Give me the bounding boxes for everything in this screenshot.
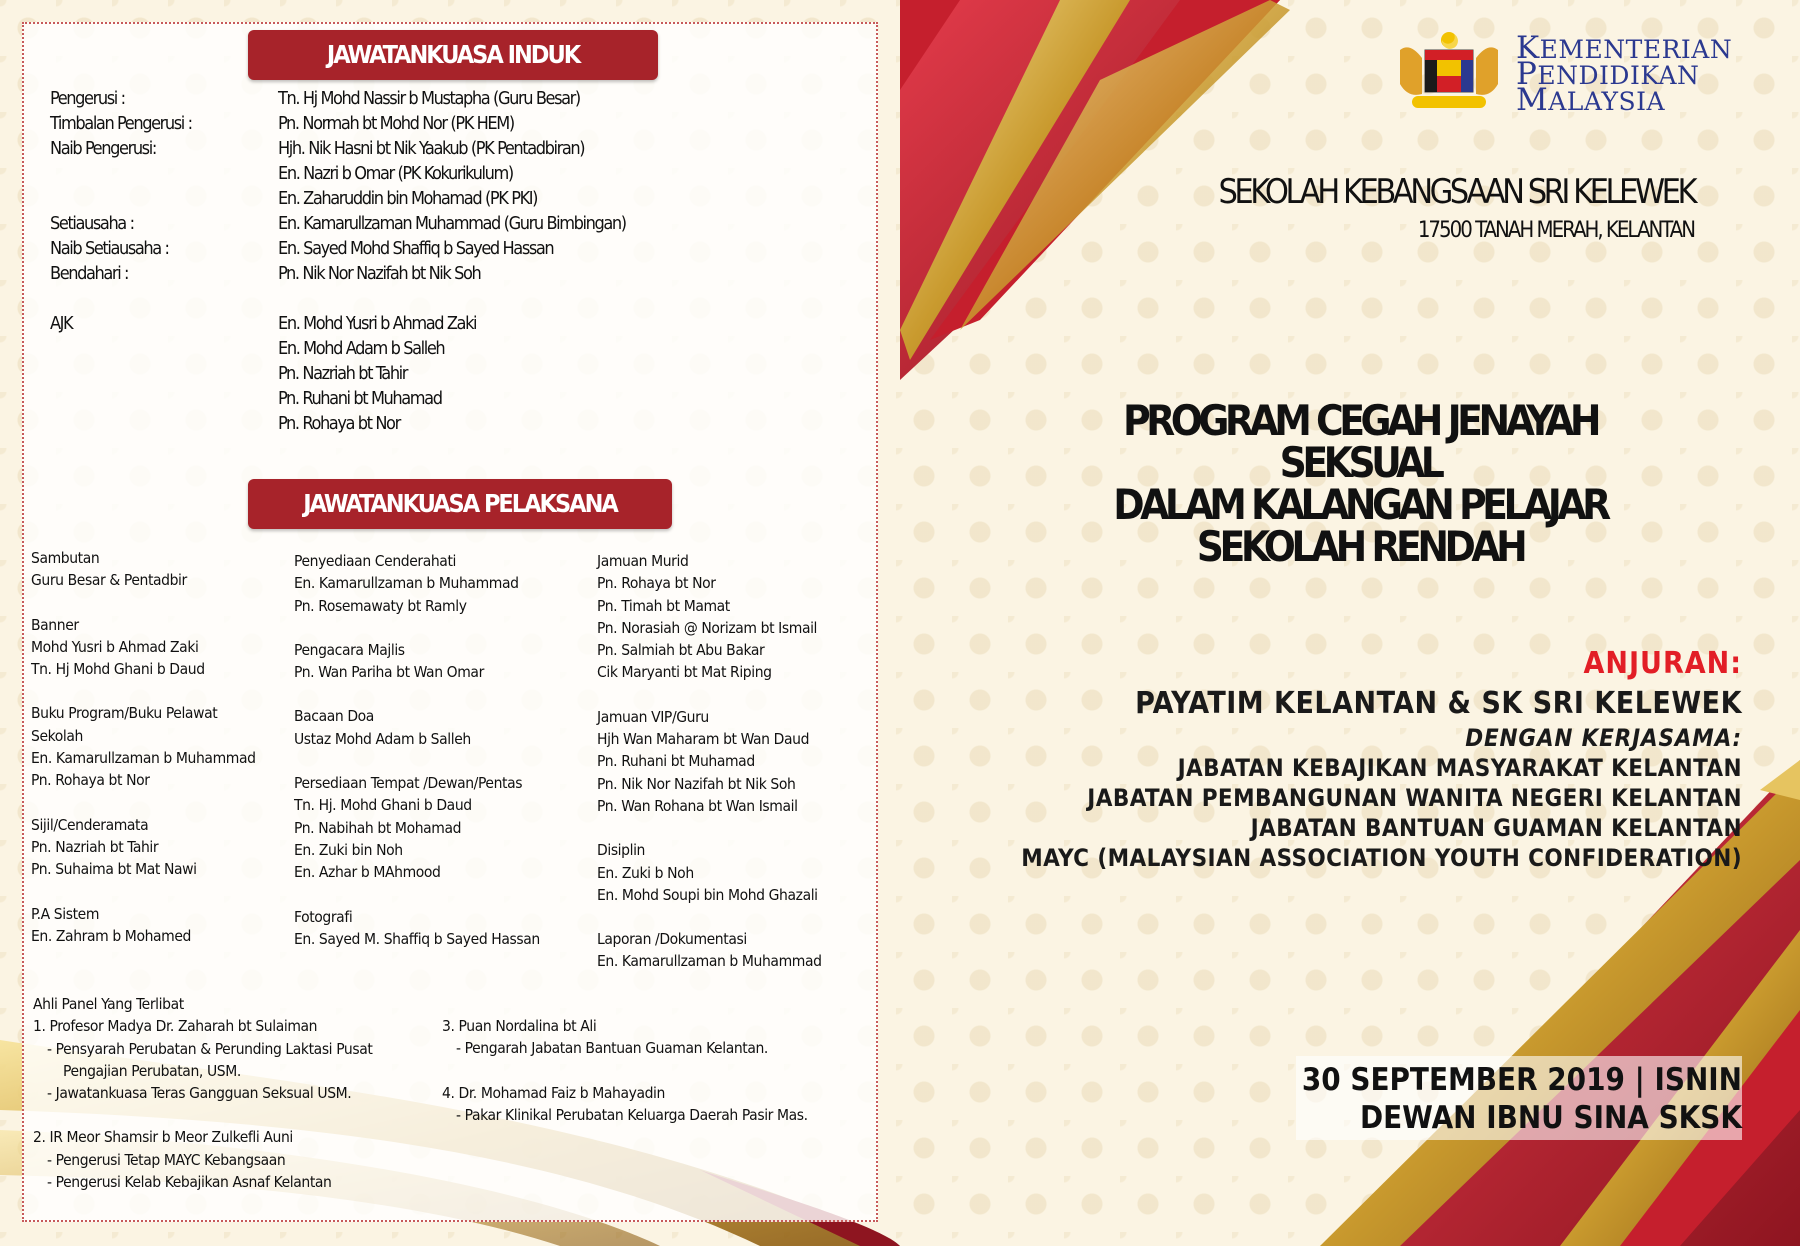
ministry-initial-m: M: [1516, 82, 1549, 118]
induk-member: En. Nazri b Omar (PK Kokurikulum): [278, 163, 513, 184]
induk-member: En. Zaharuddin bin Mohamad (PK PKI): [278, 188, 538, 209]
committee-member: Pn. Nik Nor Nazifah bt Nik Soh: [597, 774, 796, 793]
committee-group-title: Penyediaan Cenderahati: [294, 552, 456, 570]
induk-label: Setiausaha :: [50, 213, 134, 234]
committee-group: [597, 928, 822, 973]
induk-member: En. Kamarullzaman Muhammad (Guru Bimbingan): [278, 213, 626, 234]
induk-member: Pn. Ruhani bt Muhamad: [278, 388, 442, 409]
program-title-line-2: DALAM KALANGAN PELAJAR: [1113, 480, 1607, 529]
panel-member-1-role-2: - Jawatankuasa Teras Gangguan Seksual USM.: [47, 1084, 352, 1103]
panel-member-1-role-cont: Pengajian Perubatan, USM.: [63, 1061, 241, 1080]
committee-group: [597, 839, 822, 906]
committee-member: En. Kamarullzaman b Muhammad: [294, 574, 519, 593]
panel-list-left: [33, 993, 372, 1193]
committee-group-title: Fotografi: [294, 907, 353, 926]
committee-member: Pn. Rosemawaty bt Ramly: [294, 596, 467, 615]
committee-group: [597, 706, 822, 817]
committee-group: [294, 550, 540, 617]
committee-member: Pn. Nabihah bt Mohamad: [294, 818, 462, 837]
pelaksana-column-2: [294, 550, 540, 972]
committee-group-title: P.A Sistem: [31, 904, 100, 923]
program-title-line-1: PROGRAM CEGAH JENAYAH SEKSUAL: [1123, 396, 1597, 487]
induk-member: Pn. Rohaya bt Nor: [278, 413, 400, 434]
committee-member: En. Zuki bin Noh: [294, 840, 403, 859]
committee-group-title: Sambutan: [31, 549, 100, 567]
committee-group-title: Persediaan Tempat /Dewan/Pentas: [294, 774, 523, 793]
panel-member-2-role-2: - Pengerusi Kelab Kebajikan Asnaf Kelantan: [47, 1173, 332, 1192]
ministry-initial-k: K: [1516, 30, 1540, 66]
panel-member-3: 3. Puan Nordalina bt Ali: [442, 1017, 597, 1035]
committee-member: Pn. Rohaya bt Nor: [31, 771, 150, 790]
committee-member: Sekolah: [31, 726, 83, 745]
committee-member: En. Zuki b Noh: [597, 863, 694, 882]
induk-member: Tn. Hj Mohd Nassir b Mustapha (Guru Besar): [278, 88, 580, 109]
committee-member: Pn. Salmiah bt Abu Bakar: [597, 641, 765, 660]
committee-group: [31, 814, 256, 881]
panel-member-1: 1. Profesor Madya Dr. Zaharah bt Sulaiman: [33, 1017, 318, 1036]
committee-group: [31, 903, 256, 948]
committee-member: Hjh Wan Maharam bt Wan Daud: [597, 730, 810, 749]
panel-list-right: [442, 1015, 808, 1126]
committee-member: Pn. Rohaya bt Nor: [597, 574, 716, 593]
committee-member: Mohd Yusri b Ahmad Zaki: [31, 637, 199, 656]
panel-member-1-role: - Pensyarah Perubatan & Perunding Laktasi Pusat: [47, 1039, 373, 1058]
panel-member-2: 2. IR Meor Shamsir b Meor Zulkefli Auni: [33, 1128, 293, 1147]
committee-member: En. Kamarullzaman b Muhammad: [597, 952, 822, 971]
ministry-initial-p: P: [1516, 56, 1538, 92]
induk-member: Pn. Nazriah bt Tahir: [278, 363, 408, 384]
panel-member-4-role: - Pakar Klinikal Perubatan Keluarga Daerah Pasir Mas.: [456, 1105, 808, 1124]
panel-member-4: 4. Dr. Mohamad Faiz b Mahayadin: [442, 1083, 665, 1102]
induk-label: Naib Setiausaha :: [50, 238, 169, 259]
induk-member: En. Mohd Adam b Salleh: [278, 338, 445, 359]
ministry-line-2: ENDIDIKAN: [1537, 61, 1700, 90]
committee-member: Pn. Wan Rohana bt Wan Ismail: [597, 796, 798, 815]
organizer-name: PAYATIM KELANTAN & SK SRI KELEWEK: [1135, 686, 1742, 721]
induk-member: En. Sayed Mohd Shaffiq b Sayed Hassan: [278, 238, 554, 259]
committee-member: Pn. Suhaima bt Mat Nawi: [31, 860, 197, 879]
panel-member-3-role: - Pengarah Jabatan Bantuan Guaman Kelantan.: [456, 1039, 768, 1058]
committee-member: Guru Besar & Pentadbir: [31, 571, 187, 590]
committee-group-title: Pengacara Majlis: [294, 640, 405, 659]
committee-group-title: Bacaan Doa: [294, 707, 374, 726]
committee-member: Tn. Hj Mohd Ghani b Daud: [31, 660, 205, 679]
kerjasama-label: DENGAN KERJASAMA:: [1465, 724, 1742, 752]
induk-label: Naib Pengerusi:: [50, 138, 156, 159]
event-venue: DEWAN IBNU SINA SKSK: [1359, 1100, 1742, 1136]
program-title-line-3: SEKOLAH RENDAH: [1196, 522, 1524, 571]
committee-member: Ustaz Mohd Adam b Salleh: [294, 729, 471, 748]
committee-member: En. Mohd Soupi bin Mohd Ghazali: [597, 885, 818, 904]
induk-member: En. Mohd Yusri b Ahmad Zaki: [278, 313, 477, 334]
induk-label: Pengerusi :: [50, 88, 125, 109]
committee-member: En. Sayed M. Shaffiq b Sayed Hassan: [294, 929, 540, 948]
committee-member: Pn. Timah bt Mamat: [597, 596, 730, 615]
committee-member: Pn. Wan Pariha bt Wan Omar: [294, 663, 484, 682]
committee-member: Pn. Norasiah @ Norizam bt Ismail: [597, 618, 818, 637]
ministry-wordmark: [1516, 30, 1733, 118]
committee-group-title: Jamuan VIP/Guru: [597, 707, 709, 726]
committee-group-title: Laporan /Dokumentasi: [597, 930, 747, 949]
pelaksana-column-3: [597, 550, 822, 995]
agency-3: JABATAN BANTUAN GUAMAN KELANTAN: [1250, 814, 1742, 842]
committee-member: Cik Maryanti bt Mat Riping: [597, 663, 772, 682]
panel-heading: Ahli Panel Yang Terlibat: [33, 995, 184, 1013]
committee-group-title: Buku Program/Buku Pelawat: [31, 704, 218, 723]
committee-group: [31, 702, 256, 791]
agency-1: JABATAN KEBAJIKAN MASYARAKAT KELANTAN: [1177, 754, 1742, 782]
committee-group-title: Sijil/Cenderamata: [31, 815, 149, 834]
event-date: 30 SEPTEMBER 2019 | ISNIN: [1301, 1062, 1742, 1098]
committee-member: En. Azhar b MAhmood: [294, 863, 441, 882]
induk-member: Pn. Nik Nor Nazifah bt Nik Soh: [278, 263, 481, 284]
committee-group: [294, 772, 540, 883]
committee-member: Tn. Hj. Mohd Ghani b Daud: [294, 796, 472, 815]
committee-group-title: Banner: [31, 615, 79, 634]
school-address: 17500 TANAH MERAH, KELANTAN: [1417, 218, 1694, 243]
committee-group: [597, 550, 822, 684]
school-name: SEKOLAH KEBANGSAAN SRI KELEWEK: [1218, 172, 1694, 212]
agency-2: JABATAN PEMBANGUNAN WANITA NEGERI KELANTAN: [1087, 784, 1742, 812]
committee-member: En. Kamarullzaman b Muhammad: [31, 749, 256, 768]
committee-member: En. Zahram b Mohamed: [31, 926, 191, 945]
induk-member: Pn. Normah bt Mohd Nor (PK HEM): [278, 113, 514, 134]
committee-group-title: Disiplin: [597, 841, 645, 860]
committee-group: [294, 639, 540, 684]
malaysia-coat-of-arms-icon: [1390, 30, 1508, 116]
induk-label: Timbalan Pengerusi :: [50, 113, 192, 134]
program-title: [1060, 396, 1660, 571]
induk-label: AJK: [50, 313, 73, 334]
pelaksana-column-1: [31, 547, 256, 969]
committee-group: [294, 705, 540, 750]
committee-member: Pn. Nazriah bt Tahir: [31, 837, 159, 856]
committee-member: Pn. Ruhani bt Muhamad: [597, 752, 755, 771]
induk-heading: JAWATANKUASA INDUK: [248, 30, 658, 80]
ministry-line-3: ALAYSIA: [1548, 87, 1666, 116]
committee-group: [31, 614, 256, 681]
agency-4: MAYC (MALAYSIAN ASSOCIATION YOUTH CONFIDERATION): [1021, 844, 1742, 872]
committee-group-title: Jamuan Murid: [597, 552, 689, 570]
anjuran-label: ANJURAN:: [1583, 646, 1742, 681]
pelaksana-heading: JAWATANKUASA PELAKSANA: [248, 479, 672, 529]
ministry-line-1: EMENTERIAN: [1539, 35, 1733, 64]
committee-group: [31, 547, 256, 592]
induk-label: Bendahari :: [50, 263, 129, 284]
induk-member: Hjh. Nik Hasni bt Nik Yaakub (PK Pentadbiran): [278, 138, 585, 159]
committee-group: [294, 906, 540, 951]
panel-member-2-role: - Pengerusi Tetap MAYC Kebangsaan: [47, 1150, 286, 1169]
